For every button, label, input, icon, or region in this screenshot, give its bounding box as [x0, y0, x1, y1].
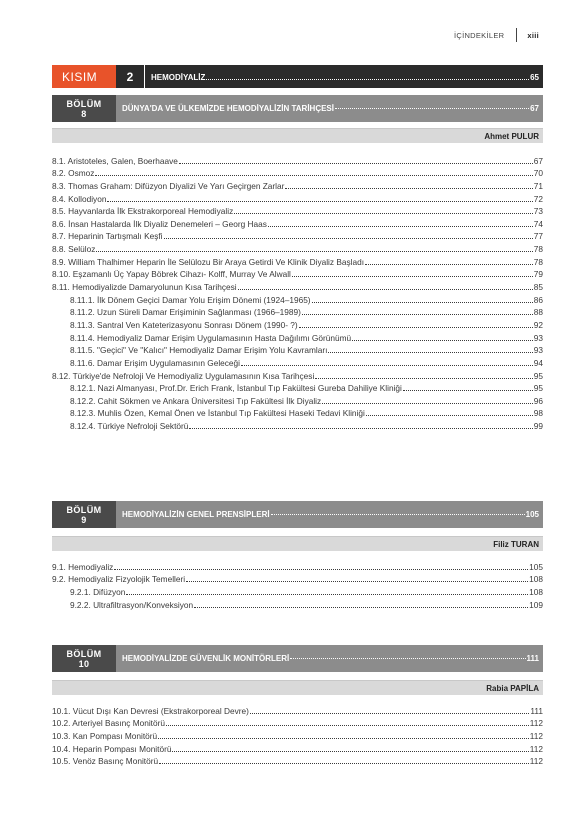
toc-entry-title: 10.3. Kan Pompası Monitörü	[52, 730, 158, 741]
toc-entry[interactable]	[52, 572, 543, 585]
toc-entry-page: 67	[533, 155, 543, 166]
toc-entry[interactable]	[52, 216, 543, 229]
dot-leader	[164, 238, 533, 239]
dot-leader	[95, 175, 532, 176]
toc-entry-title: 9.2. Hemodiyaliz Fizyolojik Temelleri	[52, 574, 186, 585]
toc-entry[interactable]	[52, 279, 543, 292]
chapter-page: 67	[530, 104, 539, 113]
toc-entry-page: 105	[529, 561, 543, 572]
chapter-page: 105	[525, 510, 539, 519]
toc-entry-title: 8.12.2. Cahit Sökmen ve Ankara Üniversitesi Tıp Fakültesi İlk Diyaliz	[70, 395, 322, 406]
dot-leader	[366, 415, 533, 416]
toc-entry-title: 8.3. Thomas Graham: Difüzyon Diyalizi Ve Yarı Geçirgen Zarlar	[52, 180, 285, 191]
toc-entry-page: 78	[533, 256, 543, 267]
chapter-title-bar	[116, 501, 543, 528]
toc-entry-page: 74	[533, 218, 543, 229]
dot-leader	[302, 314, 533, 315]
toc-entry-title: 8.11.6. Damar Erişim Uygulamasının Geleceği	[70, 357, 241, 368]
dot-leader	[250, 713, 529, 714]
chapter-title-bar	[116, 95, 543, 122]
dot-leader	[189, 428, 532, 429]
running-header	[454, 28, 539, 42]
dot-leader	[285, 188, 532, 189]
toc-entry-page: 88	[533, 307, 543, 318]
toc-entry-page: 112	[529, 743, 543, 754]
toc-entry[interactable]	[52, 381, 543, 394]
toc-entry[interactable]	[52, 204, 543, 217]
dot-leader	[292, 276, 533, 277]
toc-entry-title: 9.2.1. Difüzyon	[70, 586, 126, 597]
dot-leader	[335, 108, 529, 109]
toc-entry-title: 9.2.2. Ultrafiltrasyon/Konveksiyon	[70, 599, 194, 610]
toc-entry[interactable]	[52, 406, 543, 419]
toc-entry-page: 73	[533, 206, 543, 217]
toc-entry-title: 8.2. Osmoz	[52, 168, 95, 179]
dot-leader	[322, 403, 533, 404]
toc-entry-page: 112	[529, 730, 543, 741]
toc-entry-title: 8.11.3. Santral Ven Kateterizasyonu Sonrası Dönem (1990- ?)	[70, 319, 298, 330]
part-page: 65	[530, 73, 539, 82]
toc-entry[interactable]	[52, 178, 543, 191]
toc-entry[interactable]	[52, 741, 543, 754]
toc-entry-page: 93	[533, 345, 543, 356]
dot-leader	[241, 365, 533, 366]
dot-leader	[107, 201, 532, 202]
chapter-label: BÖLÜM	[66, 98, 102, 109]
toc-entry-page: 85	[533, 282, 543, 293]
chapter-heading[interactable]	[52, 95, 543, 122]
toc-entry-title: 8.12. Türkiye'de Nefroloji Ve Hemodiyaliz Uygulamasının Kısa Tarihçesi	[52, 370, 315, 381]
dot-leader	[238, 289, 533, 290]
chapter-number: 8	[81, 108, 87, 119]
toc-entry[interactable]	[52, 153, 543, 166]
toc-entry[interactable]	[52, 559, 543, 572]
toc-entry[interactable]	[52, 305, 543, 318]
toc-entry[interactable]	[52, 584, 543, 597]
toc-entry-page: 108	[529, 574, 543, 585]
dot-leader	[299, 327, 533, 328]
dot-leader	[126, 594, 528, 595]
chapter-author: Ahmet PULUR	[52, 128, 543, 143]
toc-entry[interactable]	[52, 418, 543, 431]
chapter-title: DÜNYA'DA VE ÜLKEMİZDE HEMODİYALİZİN TARİHÇESİ	[122, 104, 334, 113]
toc-entry-page: 71	[533, 180, 543, 191]
toc-entry-page: 72	[533, 193, 543, 204]
toc-entry-title: 10.5. Venöz Basınç Monitörü	[52, 756, 159, 767]
chapter-number: 9	[81, 514, 87, 525]
toc-entry[interactable]	[52, 703, 543, 716]
chapter-author: Filiz TURAN	[52, 536, 543, 551]
dot-leader	[194, 607, 528, 608]
toc-list	[52, 153, 543, 431]
toc-entry-title: 8.1. Aristoteles, Galen, Boerhaave	[52, 155, 178, 166]
toc-entry-title: 8.8. Selüloz	[52, 244, 96, 255]
chapter-heading[interactable]	[52, 501, 543, 528]
toc-entry-page: 92	[533, 319, 543, 330]
part-title-row	[145, 65, 543, 88]
toc-list	[52, 703, 543, 766]
chapter-author: Rabia PAPİLA	[52, 680, 543, 695]
dot-leader	[206, 79, 529, 80]
chapter-number: 10	[78, 658, 90, 669]
dot-leader	[312, 302, 533, 303]
toc-entry[interactable]	[52, 728, 543, 741]
toc-entry[interactable]	[52, 597, 543, 610]
toc-entry-title: 8.11.4. Hemodiyaliz Damar Erişim Uygulamasının Hasta Dağılımı Görünümü	[70, 332, 352, 343]
dot-leader	[159, 763, 529, 764]
toc-entry-title: 8.11.1. İlk Dönem Geçici Damar Yolu Erişim Dönemi (1924–1965)	[70, 294, 311, 305]
toc-list	[52, 559, 543, 610]
dot-leader	[114, 569, 528, 570]
toc-entry-page: 79	[533, 269, 543, 280]
dot-leader	[172, 751, 528, 752]
toc-entry-page: 109	[529, 599, 543, 610]
section-title: İÇİNDEKİLER	[453, 30, 505, 40]
dot-leader	[268, 226, 533, 227]
toc-entry[interactable]	[52, 355, 543, 368]
toc-entry[interactable]	[52, 267, 543, 280]
chapter-label-box	[52, 95, 116, 122]
toc-entry-title: 8.6. İnsan Hastalarda İlk Diyaliz Denemeleri – Georg Haas	[52, 218, 267, 229]
dot-leader	[179, 163, 533, 164]
toc-entry-page: 95	[533, 370, 543, 381]
part-heading[interactable]	[52, 65, 543, 88]
chapter-title-bar	[116, 645, 543, 672]
dot-leader	[271, 514, 525, 515]
toc-entry-title: 8.12.1. Nazi Almanyası, Prof.Dr. Erich Frank, İstanbul Tıp Fakültesi Gureba Dahiliye Kliniği	[70, 383, 402, 394]
toc-entry-page: 111	[530, 705, 543, 716]
toc-entry[interactable]	[52, 254, 543, 267]
dot-leader	[290, 658, 525, 659]
chapter-title: HEMODİYALİZİN GENEL PRENSİPLERİ	[122, 510, 270, 519]
toc-entry-page: 112	[529, 718, 543, 729]
toc-entry[interactable]	[52, 330, 543, 343]
toc-entry[interactable]	[52, 754, 543, 767]
toc-entry-title: 8.9. William Thalhimer Heparin İle Selülozu Bir Araya Getirdi Ve Klinik Diyaliz Başladı	[52, 256, 365, 267]
page-number: xiii	[527, 30, 539, 40]
toc-entry-title: 8.11.5. "Geçici" Ve "Kalıcı" Hemodiyaliz Damar Erişim Yolu Kavramları	[70, 345, 328, 356]
toc-entry[interactable]	[52, 343, 543, 356]
dot-leader	[166, 725, 529, 726]
chapter-label-box	[52, 501, 116, 528]
toc-entry[interactable]	[52, 317, 543, 330]
chapter-heading[interactable]	[52, 645, 543, 672]
toc-entry-title: 9.1. Hemodiyaliz	[52, 561, 114, 572]
dot-leader	[365, 264, 533, 265]
part-title: HEMODİYALİZ	[151, 73, 206, 82]
toc-entry-title: 8.4. Kollodiyon	[52, 193, 107, 204]
toc-entry-title: 10.1. Vücut Dışı Kan Devresi (Ekstrakorporeal Devre)	[52, 705, 249, 716]
toc-entry-page: 78	[533, 244, 543, 255]
dot-leader	[328, 352, 532, 353]
toc-entry-title: 8.11. Hemodiyalizde Damaryolunun Kısa Tarihçesi	[52, 282, 237, 293]
dot-leader	[352, 340, 533, 341]
toc-entry[interactable]	[52, 393, 543, 406]
toc-entry-title: 8.11.2. Uzun Süreli Damar Erişiminin Sağlanması (1966–1989)	[70, 307, 301, 318]
chapter-label-box	[52, 645, 116, 672]
dot-leader	[158, 738, 529, 739]
toc-entry-title: 10.4. Heparin Pompası Monitörü	[52, 743, 172, 754]
toc-entry[interactable]	[52, 241, 543, 254]
dot-leader	[315, 378, 532, 379]
dot-leader	[403, 390, 533, 391]
header-divider	[516, 28, 517, 42]
toc-entry-page: 98	[533, 408, 543, 419]
toc-entry[interactable]	[52, 166, 543, 179]
toc-entry-page: 77	[533, 231, 543, 242]
toc-entry-page: 99	[533, 421, 543, 432]
part-number: 2	[116, 65, 145, 88]
chapter-label: BÖLÜM	[66, 504, 102, 515]
toc-entry-page: 95	[533, 383, 543, 394]
toc-entry-page: 108	[529, 586, 543, 597]
toc-entry-title: 8.12.4. Türkiye Nefroloji Sektörü	[70, 421, 189, 432]
dot-leader	[96, 251, 532, 252]
part-label: KISIM	[52, 65, 116, 88]
toc-entry-title: 8.12.3. Muhlis Özen, Kemal Önen ve İstanbul Tıp Fakültesi Haseki Tedavi Kliniği	[70, 408, 365, 419]
dot-leader	[186, 581, 528, 582]
toc-entry-title: 8.7. Heparinin Tartışmalı Keşfi	[52, 231, 163, 242]
chapter-title: HEMODİYALİZDE GÜVENLİK MONİTÖRLERİ	[122, 654, 290, 663]
toc-entry[interactable]	[52, 368, 543, 381]
dot-leader	[234, 213, 533, 214]
toc-entry[interactable]	[52, 292, 543, 305]
toc-entry-page: 112	[529, 756, 543, 767]
toc-entry-page: 96	[533, 395, 543, 406]
toc-entry-title: 8.10. Eşzamanlı Üç Yapay Böbrek Cihazı- Kolff, Murray Ve Alwall	[52, 269, 291, 280]
toc-entry-page: 86	[533, 294, 543, 305]
toc-entry-title: 10.2. Arteriyel Basınç Monitörü	[52, 718, 165, 729]
toc-entry[interactable]	[52, 716, 543, 729]
toc-entry[interactable]	[52, 191, 543, 204]
chapter-label: BÖLÜM	[66, 648, 102, 659]
toc-entry-page: 94	[533, 357, 543, 368]
chapter-page: 111	[526, 654, 539, 663]
toc-entry-page: 70	[533, 168, 543, 179]
toc-entry-title: 8.5. Hayvanlarda İlk Ekstrakorporeal Hemodiyaliz	[52, 206, 234, 217]
toc-entry-page: 93	[533, 332, 543, 343]
toc-entry[interactable]	[52, 229, 543, 242]
